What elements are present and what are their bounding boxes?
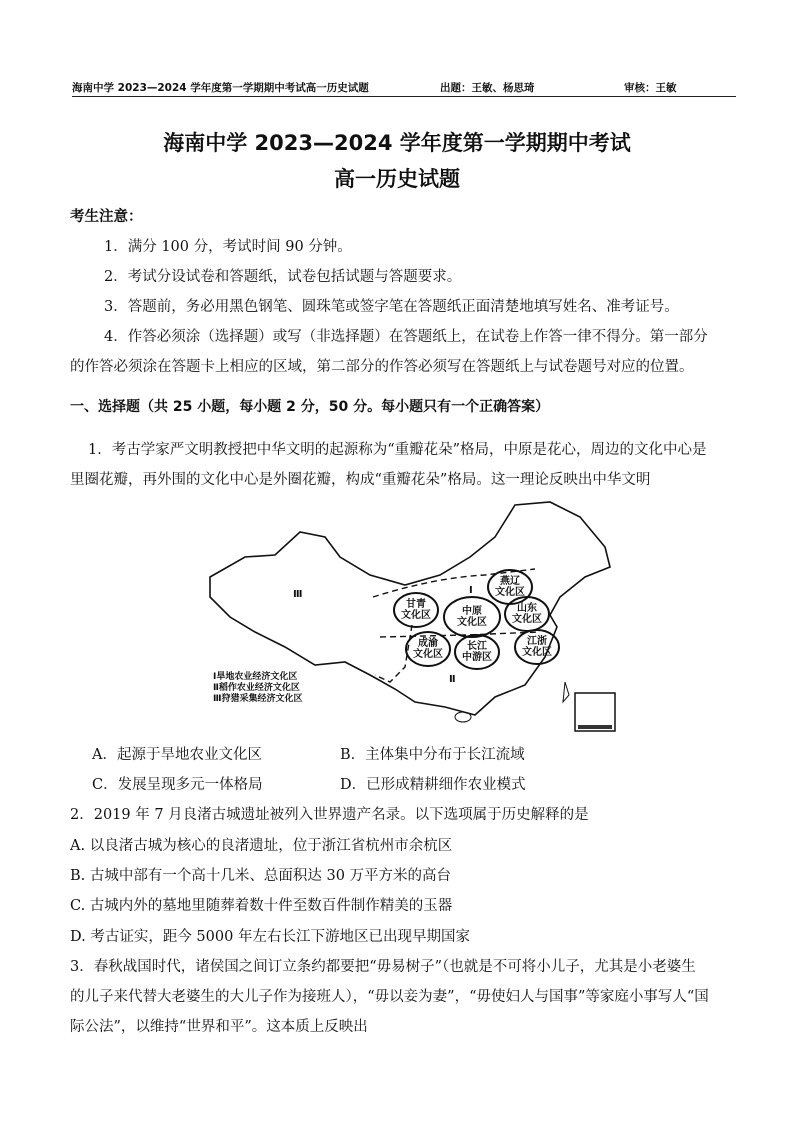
map-legend [213,672,303,705]
legend-item: Ⅰ旱地农业经济文化区 [213,672,298,682]
region-ganqing: 甘青 文化区 [401,599,431,621]
question-1-text: 1．考古学家严文明教授把中华文明的起源称为“重瓣花朵”格局，中原是花心，周边的文化中心是 [88,442,707,458]
region-jiangzhe: 江浙 文化区 [522,636,552,658]
running-header [72,80,736,97]
notice-item: 1．满分 100 分，考试时间 90 分钟。 [104,239,352,255]
section-heading: 一、选择题（共 25 小题，每小题 2 分，50 分。每小题只有一个正确答案） [70,399,550,415]
region-chengyu: 成渝 文化区 [413,638,443,660]
q1-option-d: D．已形成精耕细作农业模式 [340,777,526,793]
q2-option-b: B. 古城中部有一个高十几米、总面积达 30 万平方米的高台 [70,868,452,884]
region-shandong: 山东 文化区 [512,603,542,625]
zone-mark-1: Ⅰ [469,585,473,596]
header-authors: 出题：王敏、杨思琦 [440,82,535,94]
notice-item: 4．作答必须涂（选择题）或写（非选择题）在答题纸上，在试卷上作答一律不得分。第一部分 [104,329,708,345]
question-3-text: 3．春秋战国时代，诸侯国之间订立条约都要把“毋易树子”（也就是不可将小儿子，尤其是小老婆生 [70,959,696,975]
question-2-text: 2．2019 年 7 月良渚古城遗址被列入世界遗产名录。以下选项属于历史解释的是 [70,807,589,823]
region-changjiang: 长江 中游区 [462,641,492,663]
question-3-text: 的儿子来代替大老婆生的大儿子作为接班人），“毋以妾为妻”，“毋使妇人与国事”等家庭小事写人“国 [70,989,709,1005]
q1-option-a: A．起源于旱地农业文化区 [92,747,262,763]
zone-mark-3: Ⅲ [293,589,303,600]
header-reviewer: 审核：王敏 [624,82,677,94]
zone-mark-2: Ⅱ [449,674,456,685]
notice-item: 2．考试分设试卷和答题纸，试卷包括试题与答题要求。 [104,269,462,285]
region-yanliao: 燕辽 文化区 [495,576,525,598]
question-1-text: 里圈花瓣，再外围的文化中心是外圈花瓣，构成“重瓣花朵”格局。这一理论反映出中华文明 [70,472,651,488]
notice-heading: 考生注意： [70,209,143,225]
q2-option-a: A. 以良渚古城为核心的良渚遗址，位于浙江省杭州市余杭区 [70,838,453,854]
header-left: 海南中学 2023—2024 学年度第一学期期中考试高一历史试题 [72,82,369,94]
legend-item: Ⅲ狩猎采集经济文化区 [213,694,303,704]
exam-subtitle: 高一历史试题 [334,167,460,191]
notice-item: 3．答题前，务必用黑色钢笔、圆珠笔或签字笔在答题纸正面清楚地填写姓名、准考证号。 [104,299,679,315]
region-zhongyuan: 中原 文化区 [457,606,487,628]
q1-option-b: B．主体集中分布于长江流域 [340,747,525,763]
question-3-text: 际公法”，以维持“世界和平”。这本质上反映出 [70,1019,368,1035]
china-culture-map [205,497,620,735]
q1-option-c: C．发展呈现多元一体格局 [92,777,263,793]
q2-option-c: C. 古城内外的墓地里随葬着数十件至数百件制作精美的玉器 [70,898,453,914]
q2-option-d: D. 考古证实，距今 5000 年左右长江下游地区已出现早期国家 [70,929,470,945]
exam-title: 海南中学 2023—2024 学年度第一学期期中考试 [163,131,631,155]
notice-item: 的作答必须涂在答题卡上相应的区域，第二部分的作答必须写在答题纸上与试卷题号对应的位置。 [70,359,694,375]
legend-item: Ⅱ稻作农业经济文化区 [213,683,300,693]
